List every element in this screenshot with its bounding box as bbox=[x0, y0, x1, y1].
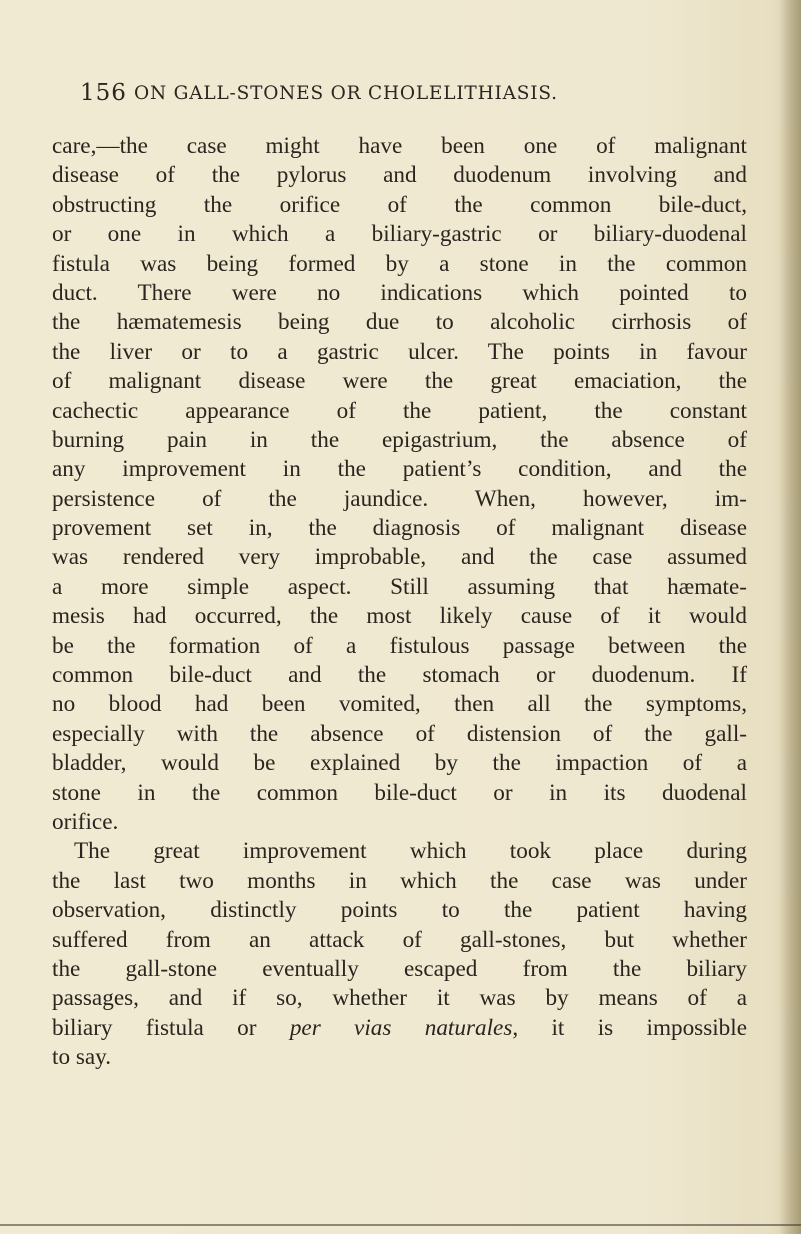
body-text bbox=[52, 132, 747, 1073]
text-line-with-italic bbox=[52, 1014, 747, 1043]
running-title: ON GALL-STONES OR CHOLELITHIASIS. bbox=[134, 83, 558, 104]
text-line: orifice. bbox=[52, 808, 119, 835]
text-line: persistence of the jaundice. When, however, im- bbox=[52, 485, 747, 512]
text-line: burning pain in the epigastrium, the absence of bbox=[52, 426, 747, 453]
italic-phrase: per vias naturales bbox=[289, 1014, 513, 1041]
text-line: was rendered very improbable, and the case assumed bbox=[52, 544, 747, 571]
text-line: common bile-duct and the stomach or duodenum. If bbox=[52, 662, 747, 689]
text-line: fistula was being formed by a stone in the common bbox=[52, 250, 747, 277]
page-edge-shadow bbox=[779, 0, 801, 1234]
text-line: mesis had occurred, the most likely cause of it would bbox=[52, 603, 747, 630]
text-line: bladder, would be explained by the impaction of a bbox=[52, 750, 747, 777]
text-line: passages, and if so, whether it was by means of a bbox=[52, 985, 747, 1012]
text-line: care,—the case might have been one of malignant bbox=[52, 133, 747, 159]
text-run: , it is impossible bbox=[512, 1014, 747, 1041]
text-run: biliary fistula or bbox=[52, 1014, 290, 1041]
text-line: obstructing the orifice of the common bile-duct, bbox=[52, 191, 747, 218]
text-line: a more simple aspect. Still assuming that hæmate- bbox=[52, 573, 747, 600]
text-line: or one in which a biliary-gastric or biliary-duodenal bbox=[52, 221, 747, 248]
paragraph-1 bbox=[52, 132, 747, 837]
text-line: cachectic appearance of the patient, the constant bbox=[52, 397, 747, 424]
text-line: duct. There were no indications which pointed to bbox=[52, 279, 747, 306]
text-line: the hæmatemesis being due to alcoholic cirrhosis of bbox=[52, 309, 747, 336]
text-line: stone in the common bile-duct or in its duodenal bbox=[52, 779, 747, 806]
text-line: observation, distinctly points to the patient having bbox=[52, 897, 747, 924]
text-line: any improvement in the patient’s condition, and the bbox=[52, 456, 747, 483]
text-line: no blood had been vomited, then all the symptoms, bbox=[52, 691, 747, 718]
text-line: The great improvement which took place during bbox=[74, 838, 747, 865]
text-line: provement set in, the diagnosis of malignant disease bbox=[52, 515, 747, 542]
text-line: disease of the pylorus and duodenum involving and bbox=[52, 162, 747, 189]
text-line: suffered from an attack of gall-stones, but whether bbox=[52, 926, 747, 953]
page-header bbox=[80, 80, 720, 114]
text-line: especially with the absence of distension of the gall- bbox=[52, 720, 747, 747]
page-number: 156 bbox=[80, 80, 127, 106]
bottom-edge-line bbox=[0, 1224, 801, 1226]
text-line: of malignant disease were the great emaciation, the bbox=[52, 368, 747, 395]
paragraph-2 bbox=[52, 837, 747, 1072]
text-line: the last two months in which the case was under bbox=[52, 867, 747, 894]
text-line: be the formation of a fistulous passage between the bbox=[52, 632, 747, 659]
text-line: the liver or to a gastric ulcer. The points in favour bbox=[52, 338, 747, 365]
text-line: the gall-stone eventually escaped from the biliary bbox=[52, 955, 747, 982]
text-line: to say. bbox=[52, 1044, 112, 1071]
